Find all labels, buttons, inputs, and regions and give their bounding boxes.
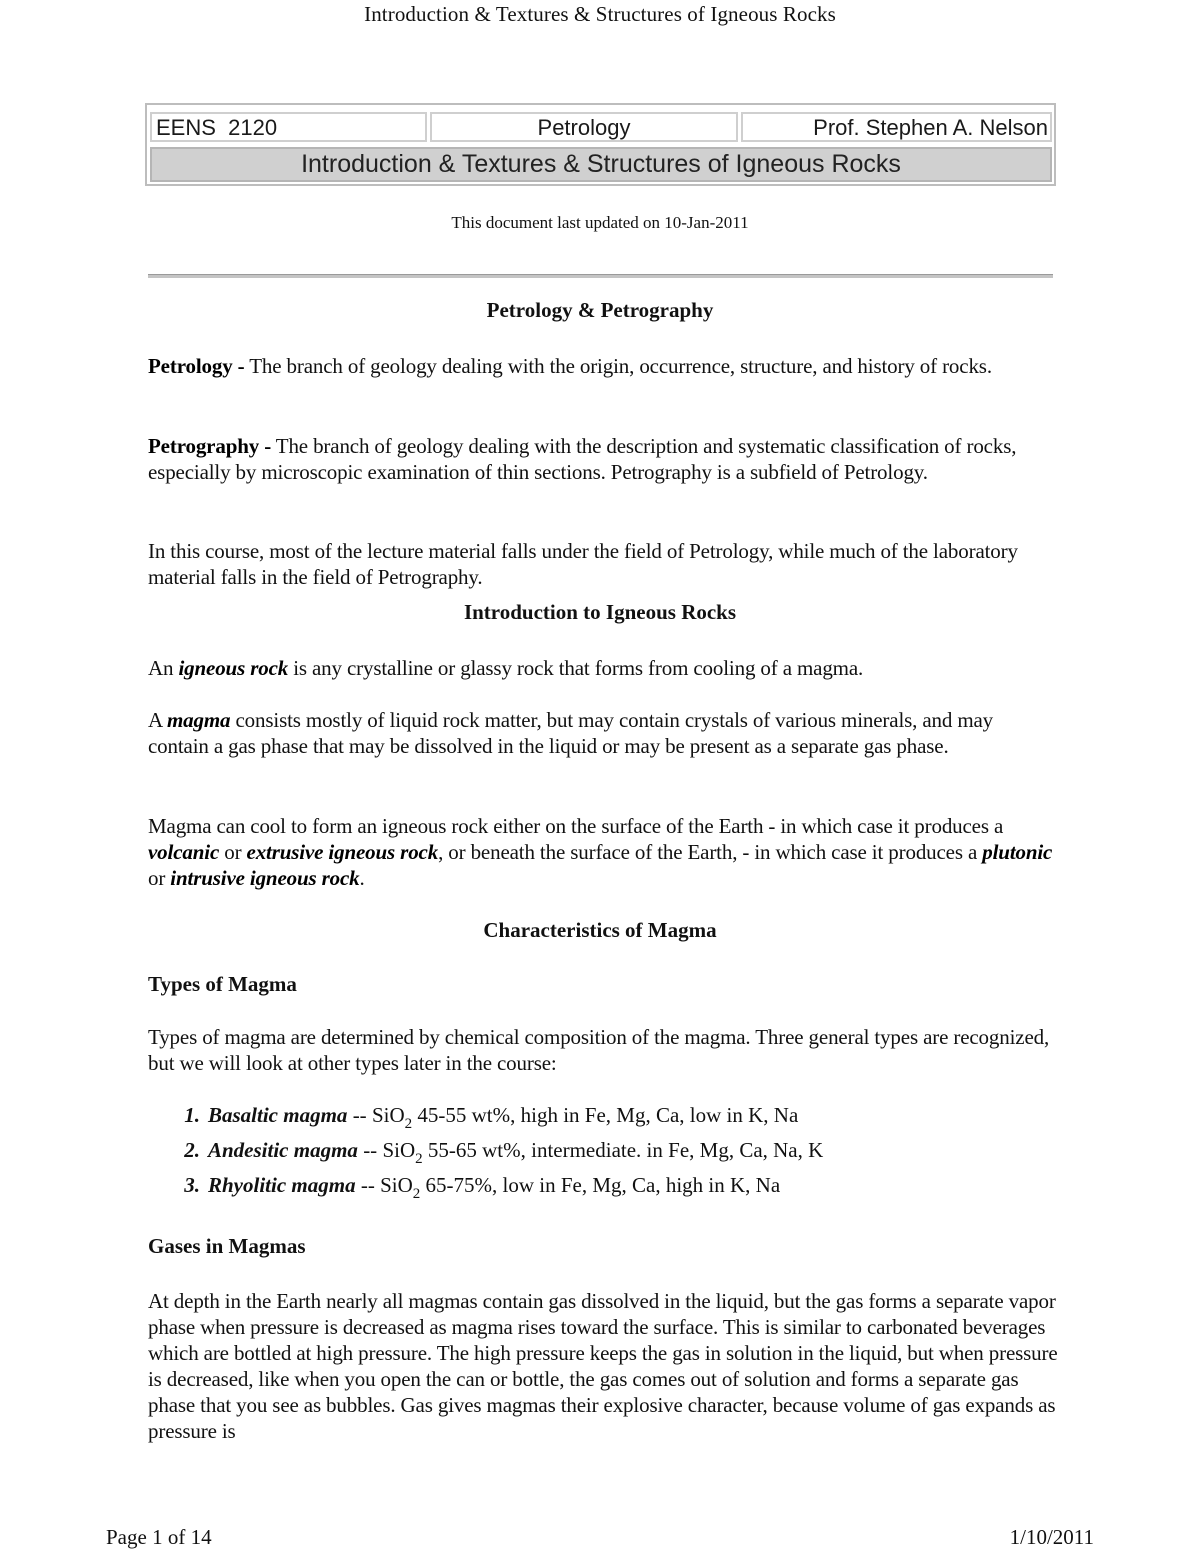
professor-name: Prof. Stephen A. Nelson — [741, 112, 1052, 142]
last-updated-note: This document last updated on 10-Jan-2011 — [451, 213, 749, 232]
term-igneous-rock: igneous rock — [178, 656, 289, 680]
term-petrography: Petrography - — [148, 434, 272, 458]
document-title: Introduction & Textures & Structures of Igneous Rocks — [150, 147, 1052, 182]
term-plutonic: plutonic — [982, 840, 1053, 864]
term-volcanic: volcanic — [148, 840, 220, 864]
term-extrusive: extrusive igneous rock — [246, 840, 439, 864]
course-subject: Petrology — [430, 112, 738, 142]
list-item: 3. Rhyolitic magma -- SiO$_2$ 65-75%, low in Fe, Mg, Ca, high in K, Na — [184, 1173, 781, 1202]
section-heading-petrology: Petrology & Petrography — [486, 298, 714, 322]
term-intrusive: intrusive igneous rock — [170, 866, 360, 890]
browser-page-title: Introduction & Textures & Structures of Igneous Rocks — [364, 2, 836, 26]
magma-type-name: Andesitic magma — [208, 1138, 358, 1162]
section-heading-intro: Introduction to Igneous Rocks — [463, 600, 737, 624]
section-heading-characteristics: Characteristics of Magma — [483, 918, 717, 942]
petrology-definition: Petrology - The branch of geology dealing with the origin, occurrence, structure, and history of rocks. — [148, 354, 992, 378]
magma-type-name: Rhyolitic magma — [208, 1173, 356, 1197]
magma-type-name: Basaltic magma — [208, 1103, 348, 1127]
subheading-gases-in-magmas: Gases in Magmas — [148, 1234, 306, 1258]
course-header-table — [145, 103, 1056, 186]
list-item: 2. Andesitic magma -- SiO$_2$ 55-65 wt%, intermediate. in Fe, Mg, Ca, Na, K — [184, 1138, 824, 1167]
gases-in-magmas-text: At depth in the Earth nearly all magmas contain gas dissolved in the liquid, but the gas forms a separate vapor phase when pressure is decreased as magma rises toward the surface. This is similar to carbonated beverages which are bottled at high pressure. The high pressure keeps the gas in solution in the liquid, but when pressure is decreased, like when you open the can or bottle, the gas comes out of solution and forms a separate gas phase that you see as bubbles. Gas gives magmas their explosive character, because volume of gas expands as pressure is — [148, 1289, 1058, 1443]
page-number: Page 1 of 14 — [106, 1525, 212, 1549]
list-item: 1. Basaltic magma -- SiO$_2$ 45-55 wt%, high in Fe, Mg, Ca, low in K, Na — [184, 1103, 799, 1132]
types-of-magma-text: Types of magma are determined by chemical composition of the magma. Three general types are recognized, but we will look at other types later in the course: — [148, 1025, 1050, 1075]
term-magma: magma — [166, 708, 231, 732]
horizontal-divider — [148, 274, 1053, 278]
course-note: In this course, most of the lecture material falls under the field of Petrology, while much of the laboratory material falls in the field of Petrography. — [148, 539, 1018, 589]
course-code: EENS 2120 — [150, 112, 427, 142]
petrography-definition: Petrography - The branch of geology dealing with the description and systematic classification of rocks, especially by microscopic examination of thin sections. Petrography is a subfield of Petrology. — [148, 434, 1017, 484]
print-date: 1/10/2011 — [1009, 1525, 1094, 1549]
magma-definition: A magma consists mostly of liquid rock matter, but may contain crystals of various minerals, and may contain a gas phase that may be dissolved in the liquid or may be present as a separate gas phase. — [148, 708, 994, 758]
magma-types-list — [148, 1100, 1058, 1205]
term-petrology: Petrology - — [148, 354, 245, 378]
igneous-rock-definition: An igneous rock is any crystalline or glassy rock that forms from cooling of a magma. — [148, 656, 864, 680]
magma-cooling-text: Magma can cool to form an igneous rock either on the surface of the Earth - in which case it produces a volcanic or extrusive igneous rock, or beneath the surface of the Earth, - in which case it produces a plutonic or intrusive igneous rock. — [148, 814, 1053, 890]
subheading-types-of-magma: Types of Magma — [148, 972, 297, 996]
